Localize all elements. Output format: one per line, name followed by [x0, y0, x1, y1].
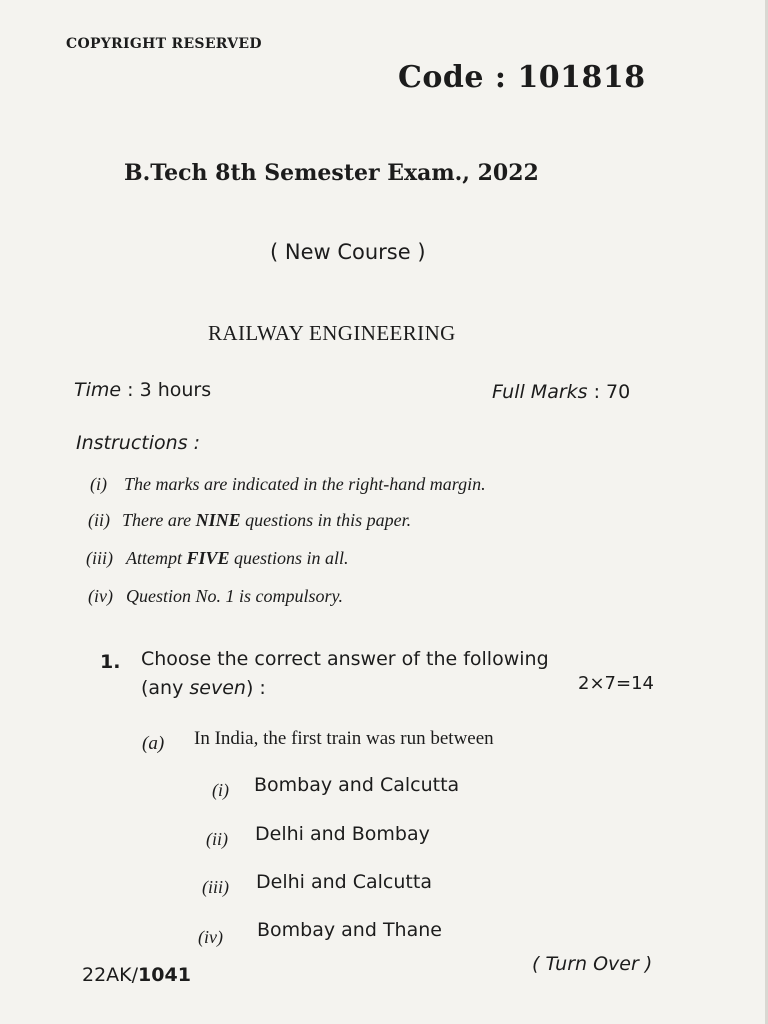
- code-label: Code: [398, 60, 484, 95]
- instruction-item: [90, 474, 486, 495]
- question-text-post: ) :: [245, 677, 266, 699]
- instruction-number: (iv): [88, 586, 113, 606]
- instruction-emphasis: NINE: [195, 510, 241, 530]
- marks-value: : 70: [593, 381, 631, 403]
- option-label: (iv): [198, 927, 223, 947]
- paper-code: [398, 60, 646, 95]
- instruction-number: (iii): [86, 548, 113, 568]
- question-marks: 2×7=14: [578, 673, 654, 694]
- code-value: 101818: [517, 60, 646, 95]
- subquestion-text: In India, the first train was run between: [194, 728, 494, 749]
- option-text: Bombay and Calcutta: [254, 774, 460, 796]
- paper-serial-number: 1041: [138, 964, 191, 986]
- paper-serial: [82, 964, 191, 986]
- subquestion-label: (a): [142, 733, 165, 754]
- question-text-pre: (any: [141, 677, 190, 699]
- full-marks: [492, 381, 630, 403]
- question-text-line2: [141, 677, 266, 699]
- instruction-text-end: questions in this paper.: [240, 510, 412, 530]
- instruction-item: [88, 510, 411, 531]
- instruction-number: (ii): [88, 510, 110, 530]
- option-label: (ii): [206, 829, 228, 849]
- exam-title: B.Tech 8th Semester Exam., 2022: [124, 160, 539, 186]
- course-type: ( New Course ): [270, 240, 426, 264]
- instruction-text: The marks are indicated in the right-hand margin.: [124, 474, 486, 494]
- question-number: 1.: [100, 651, 121, 673]
- instruction-emphasis: FIVE: [186, 548, 230, 568]
- instruction-text: There are: [122, 510, 196, 530]
- option-label: (i): [212, 780, 229, 800]
- time-label: Time: [74, 379, 122, 401]
- instruction-text: Question No. 1 is compulsory.: [126, 586, 344, 606]
- option-label: (iii): [202, 877, 229, 897]
- copyright-notice: COPYRIGHT RESERVED: [66, 36, 262, 52]
- option-text: Bombay and Thane: [257, 919, 442, 941]
- instructions-title: Instructions :: [76, 432, 201, 454]
- instruction-text-end: questions in all.: [229, 548, 349, 568]
- question-text: Choose the correct answer of the following: [141, 648, 549, 670]
- instruction-item: [88, 586, 343, 607]
- option-text: Delhi and Calcutta: [256, 871, 432, 893]
- time-allowed: [74, 379, 211, 401]
- instruction-text: Attempt: [126, 548, 187, 568]
- option-text: Delhi and Bombay: [255, 823, 430, 845]
- question-text-emphasis: seven: [189, 677, 246, 699]
- instruction-number: (i): [90, 474, 107, 494]
- subject-title: RAILWAY ENGINEERING: [208, 321, 456, 345]
- paper-serial-prefix: 22AK/: [82, 964, 139, 986]
- instruction-item: [86, 548, 349, 569]
- code-separator: :: [494, 60, 507, 95]
- turn-over-note: ( Turn Over ): [532, 953, 653, 975]
- time-value: : 3 hours: [127, 379, 212, 401]
- marks-label: Full Marks: [492, 381, 588, 403]
